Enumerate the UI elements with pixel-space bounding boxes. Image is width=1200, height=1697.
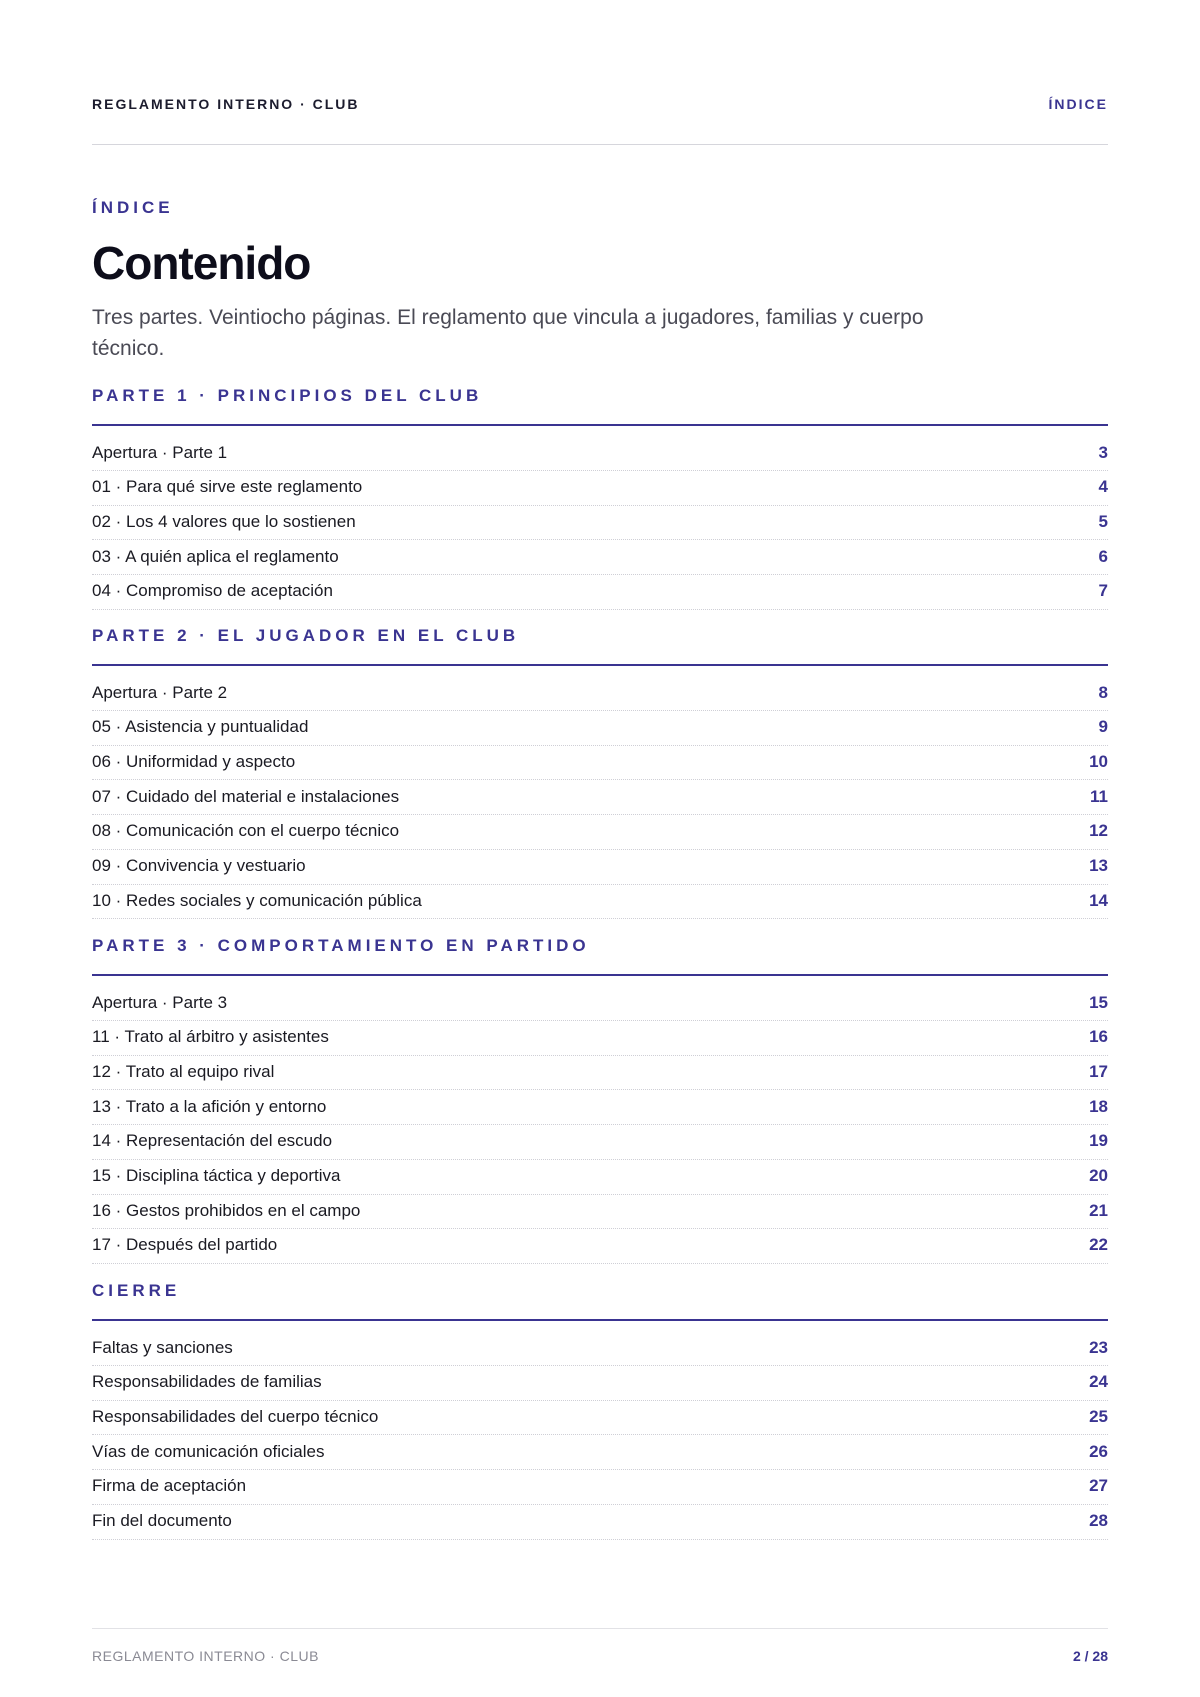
- toc-entry-page: 9: [1098, 717, 1108, 737]
- page-subtitle: Tres partes. Veintiocho páginas. El reglamento que vincula a jugadores, familias y cuerpo técnico.: [92, 306, 924, 360]
- header-brand: REGLAMENTO INTERNO · CLUB: [92, 96, 360, 112]
- toc-entry-label: 13 · Trato a la afición y entorno: [92, 1096, 327, 1116]
- toc-entry-page: 23: [1089, 1337, 1108, 1357]
- toc-entry[interactable]: [92, 435, 1108, 471]
- toc-entry-label: Responsabilidades de familias: [92, 1372, 322, 1392]
- footer-brand: REGLAMENTO INTERNO · CLUB: [92, 1648, 319, 1664]
- page-header: [92, 96, 1108, 112]
- toc-entry[interactable]: [92, 744, 1108, 780]
- toc-entry-label: Responsabilidades del cuerpo técnico: [92, 1406, 379, 1426]
- toc-section-heading: PARTE 2 · EL JUGADOR EN EL CLUB: [92, 626, 1108, 666]
- toc-entry-label: 04 · Compromiso de aceptación: [92, 581, 333, 601]
- toc-entry-label: 12 · Trato al equipo rival: [92, 1061, 275, 1081]
- toc-entry-label: 03 · A quién aplica el reglamento: [92, 546, 339, 566]
- toc-section-heading: CIERRE: [92, 1281, 1108, 1321]
- toc-entry-page: 25: [1089, 1406, 1108, 1426]
- header-divider: [92, 144, 1108, 145]
- toc-entry[interactable]: [92, 1399, 1108, 1435]
- toc-entry[interactable]: [92, 779, 1108, 815]
- toc-entry[interactable]: [92, 470, 1108, 506]
- toc-entry[interactable]: [92, 710, 1108, 746]
- toc-entry[interactable]: [92, 1159, 1108, 1195]
- toc-entry-label: Apertura · Parte 2: [92, 682, 228, 702]
- toc-section-heading: PARTE 1 · PRINCIPIOS DEL CLUB: [92, 386, 1108, 426]
- toc-entry[interactable]: [92, 985, 1108, 1021]
- toc-entry-page: 6: [1098, 546, 1108, 566]
- toc-entry-label: 16 · Gestos prohibidos en el campo: [92, 1200, 361, 1220]
- toc-entry-label: 05 · Asistencia y puntualidad: [92, 717, 309, 737]
- toc-entry-page: 19: [1089, 1131, 1108, 1151]
- toc-entry-label: 07 · Cuidado del material e instalaciones: [92, 786, 400, 806]
- footer-divider: [92, 1628, 1108, 1629]
- toc-entry-label: Apertura · Parte 3: [92, 992, 228, 1012]
- toc-entry-page: 17: [1089, 1061, 1108, 1081]
- toc-entry-page: 7: [1098, 581, 1108, 601]
- toc-entry[interactable]: [92, 1365, 1108, 1401]
- toc-entry-page: 28: [1089, 1511, 1108, 1530]
- toc-entry[interactable]: [92, 1089, 1108, 1125]
- toc-entry-page: 27: [1089, 1476, 1108, 1496]
- toc-entry[interactable]: [92, 1330, 1108, 1366]
- toc-entry[interactable]: [92, 814, 1108, 850]
- page-number: 2 / 28: [1072, 1648, 1108, 1664]
- toc-entry[interactable]: [92, 1124, 1108, 1160]
- toc-entry-label: 01 · Para qué sirve este reglamento: [92, 477, 363, 497]
- toc-entry[interactable]: [92, 1020, 1108, 1056]
- toc-entry[interactable]: [92, 675, 1108, 711]
- toc-entry-page: 14: [1089, 890, 1108, 910]
- page-footer: [92, 1648, 1108, 1664]
- toc-entry-label: Fin del documento: [92, 1511, 232, 1530]
- toc-entry-page: 20: [1089, 1166, 1108, 1185]
- toc-entry[interactable]: [92, 539, 1108, 575]
- toc-entry-page: 11: [1090, 786, 1108, 806]
- toc-entry-page: 26: [1089, 1441, 1108, 1461]
- toc-entry[interactable]: [92, 504, 1108, 540]
- toc-entry-label: 11 · Trato al árbitro y asistentes: [92, 1027, 329, 1047]
- toc-entry-page: 10: [1089, 751, 1108, 771]
- toc-entry-page: 16: [1089, 1027, 1108, 1047]
- toc-entry-page: 4: [1098, 477, 1108, 497]
- toc-entry-label: 17 · Después del partido: [92, 1235, 278, 1255]
- toc-entry-label: 15 · Disciplina táctica y deportiva: [92, 1166, 341, 1185]
- toc-entry-page: 8: [1098, 682, 1108, 702]
- toc-entry-page: 12: [1089, 821, 1108, 841]
- toc-entry-label: 08 · Comunicación con el cuerpo técnico: [92, 821, 400, 841]
- header-section: ÍNDICE: [1048, 96, 1108, 112]
- toc-section-heading: PARTE 3 · COMPORTAMIENTO EN PARTIDO: [92, 936, 1108, 976]
- toc-entry-label: 09 · Convivencia y vestuario: [92, 856, 306, 875]
- toc-entry-page: 24: [1089, 1372, 1108, 1392]
- toc-entry-page: 18: [1089, 1096, 1108, 1116]
- toc-entry-page: 5: [1098, 511, 1108, 531]
- document-page: [92, 0, 1108, 1697]
- toc-entry-label: Firma de aceptación: [92, 1476, 247, 1496]
- toc-entry[interactable]: [92, 1504, 1108, 1540]
- toc-entry-label: 14 · Representación del escudo: [92, 1131, 333, 1151]
- toc-entry-label: 10 · Redes sociales y comunicación pública: [92, 890, 422, 910]
- toc-entry-page: 13: [1089, 856, 1108, 875]
- toc-entry[interactable]: [92, 1434, 1108, 1470]
- toc-entry[interactable]: [92, 1193, 1108, 1229]
- section-eyebrow: ÍNDICE: [92, 198, 174, 217]
- toc-entry-label: 02 · Los 4 valores que lo sostienen: [92, 511, 356, 531]
- toc-entry[interactable]: [92, 574, 1108, 610]
- toc-entry-page: 3: [1098, 442, 1108, 462]
- toc-entry[interactable]: [92, 1228, 1108, 1264]
- toc-entry-label: 06 · Uniformidad y aspecto: [92, 751, 296, 771]
- toc-entry[interactable]: [92, 1054, 1108, 1090]
- toc-entry-label: Faltas y sanciones: [92, 1337, 233, 1357]
- toc-entry-page: 15: [1089, 992, 1108, 1012]
- toc-entry-page: 21: [1089, 1200, 1108, 1220]
- toc-entry-label: Apertura · Parte 1: [92, 442, 228, 462]
- page-title: Contenido: [92, 237, 311, 289]
- toc-entry-label: Vías de comunicación oficiales: [92, 1441, 325, 1461]
- toc-entry-page: 22: [1089, 1235, 1108, 1255]
- toc-entry[interactable]: [92, 1469, 1108, 1505]
- toc-entry[interactable]: [92, 883, 1108, 919]
- toc-entry[interactable]: [92, 849, 1108, 885]
